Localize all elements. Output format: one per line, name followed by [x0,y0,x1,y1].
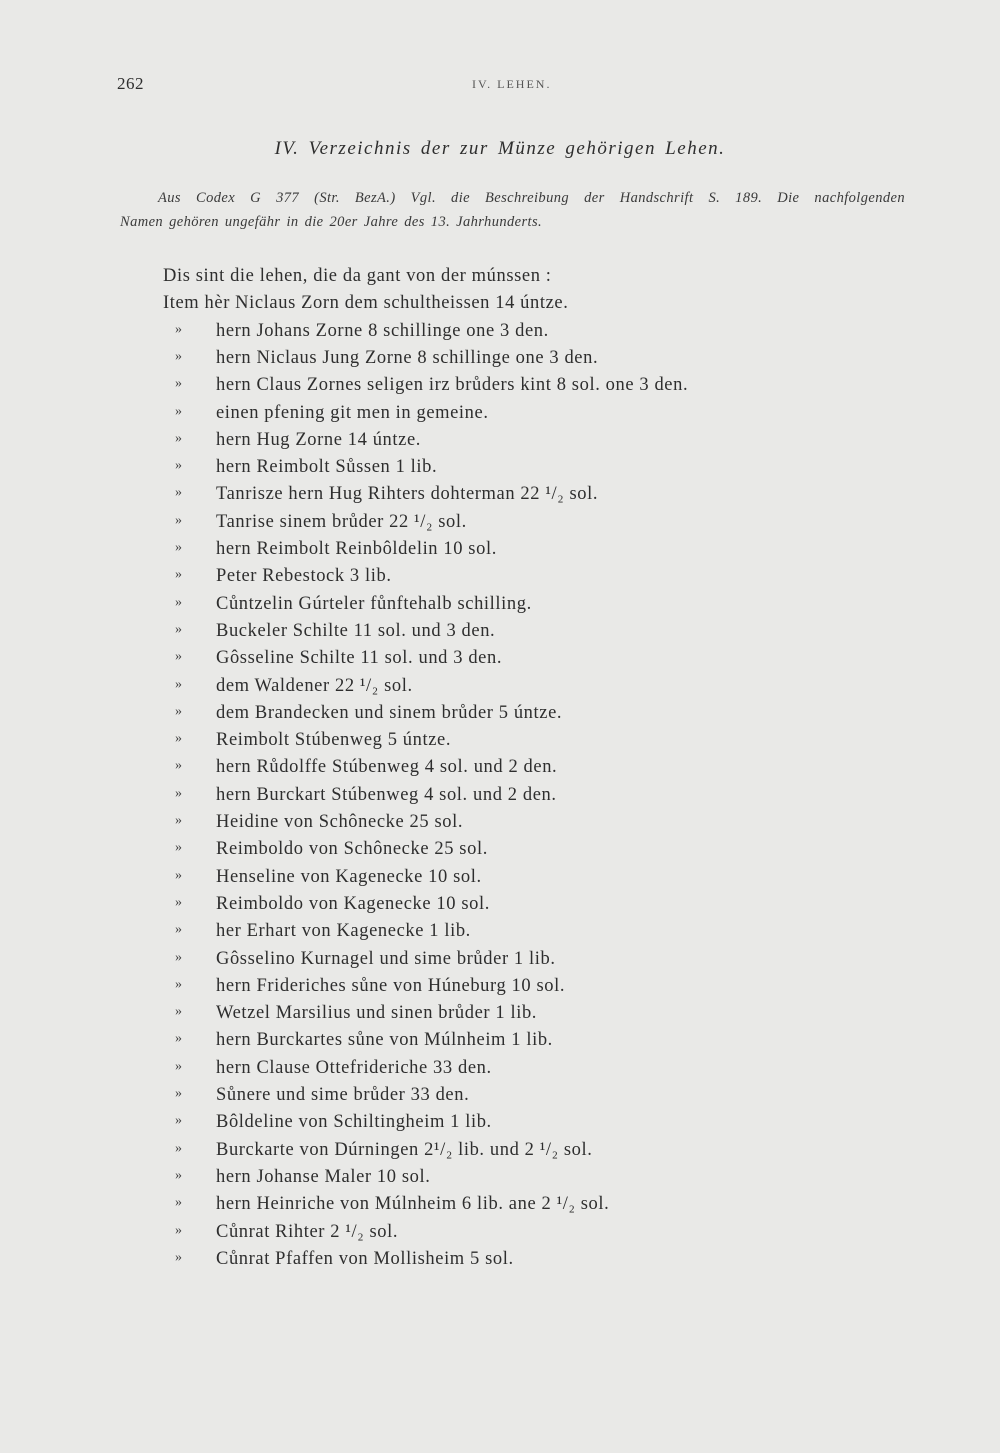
ditto-mark: » [175,676,183,692]
entry-text: hern Clause Ottefrideriche 33 den. [216,1057,492,1078]
entry-text: Bôldeline von Schiltingheim 1 lib. [216,1112,492,1133]
entry-text: Heidine von Schônecke 25 sol. [216,812,464,832]
entry-text: hern Burckart Stúbenweg 4 sol. und 2 den. [216,784,557,805]
ditto-mark: » [175,1058,183,1074]
ditto-mark: » [175,512,183,528]
ditto-mark: » [175,594,183,610]
ditto-mark: » [175,430,183,446]
ditto-mark: » [175,703,183,719]
ditto-mark: » [175,1004,183,1020]
entry-text: Reimboldo von Kagenecke 10 sol. [216,893,490,914]
ditto-mark: » [175,348,183,364]
entry-text: dem Waldener 22 ¹/₂ sol. [216,675,413,696]
entry-text: hern Claus Zornes seligen irz brůders kint 8 sol. one 3 den. [216,375,689,396]
entry-text: Tanrise sinem brůder 22 ¹/₂ sol. [216,511,467,532]
section-heading: IV. Verzeichnis der zur Münze gehörigen Lehen. [274,138,726,159]
ditto-mark: » [175,785,183,801]
entry-text: hern Heinriche von Múlnheim 6 lib. ane 2 ¹/₂ sol. [216,1194,610,1215]
ditto-mark: » [175,894,183,910]
ditto-mark: » [175,649,183,665]
ditto-mark: » [175,840,183,856]
entry-text: her Erhart von Kagenecke 1 lib. [216,921,471,942]
ditto-mark: » [175,813,183,828]
entry-text: hern Johans Zorne 8 schillinge one 3 den. [216,320,549,341]
entry-text: einen pfening git men in gemeine. [216,402,489,423]
entry-text: Gôsselino Kurnagel und sime brůder 1 lib. [216,948,556,969]
ditto-mark: » [175,485,183,501]
ditto-mark: » [175,1086,183,1101]
entry-text: hern Hug Zorne 14 úntze. [216,429,421,450]
entry-text: Reimbolt Stúbenweg 5 úntze. [216,730,452,751]
ditto-mark: » [175,1195,183,1211]
entry-text: hern Reimbolt Reinbôldelin 10 sol. [216,539,497,559]
ditto-mark: » [175,567,183,583]
entry-text: Peter Rebestock 3 lib. [216,566,392,587]
ditto-mark: » [175,540,183,555]
entry-text: hern Reimbolt Sůssen 1 lib. [216,457,438,478]
ditto-mark: » [175,867,183,883]
ditto-mark: » [175,731,183,747]
entry-text: Cůntzelin Gúrteler fůnftehalb schilling. [216,593,532,614]
entry-text: hern Frideriches sůne von Húneburg 10 sol. [216,975,566,996]
page-number: 262 [117,74,144,93]
ditto-mark: » [175,376,183,392]
entry-text: hern Růdolffe Stúbenweg 4 sol. und 2 den. [216,757,558,778]
ditto-mark: » [175,1167,183,1183]
entry-text: Sůnere und sime brůder 33 den. [216,1085,470,1105]
entry-text: Burckarte von Dúrningen 2¹/₂ lib. und 2 ¹/₂ sol. [216,1139,593,1160]
entry-text: Gôsseline Schilte 11 sol. und 3 den. [216,648,503,669]
entry-text: dem Brandecken und sinem brůder 5 úntze. [216,702,563,723]
entry-text: Cůnrat Rihter 2 ¹/₂ sol. [216,1221,399,1242]
running-title: IV. LEHEN. [472,77,552,91]
running-head [0,74,1000,96]
entry-text: hern Niclaus Jung Zorne 8 schillinge one 3 den. [216,347,599,368]
entry-text: Buckeler Schilte 11 sol. und 3 den. [216,620,496,641]
entry-text: Reimboldo von Schônecke 25 sol. [216,839,488,860]
entry-text: hern Burckartes sůne von Múlnheim 1 lib. [216,1030,553,1051]
ditto-mark: » [175,976,183,992]
ditto-mark: » [175,1140,183,1156]
ditto-mark: » [175,949,183,965]
ditto-mark: » [175,458,183,474]
intro-line: Namen gehören ungefähr in die 20er Jahre des 13. Jahrhunderts. [120,214,543,230]
ditto-mark: » [175,621,183,637]
intro-line: Aus Codex G 377 (Str. BezA.) Vgl. die Beschreibung der Handschrift S. 189. Die nachfolgenden [158,190,905,206]
intro-paragraph [120,186,905,234]
entry-text: Henseline von Kagenecke 10 sol. [216,866,482,887]
entry-text: Cůnrat Pfaffen von Mollisheim 5 sol. [216,1248,514,1269]
entry-text: Wetzel Marsilius und sinen brůder 1 lib. [216,1003,538,1024]
ditto-mark: » [175,1031,183,1047]
entry-text: Tanrisze hern Hug Rihters dohterman 22 ¹/₂ sol. [216,484,599,505]
ditto-mark: » [175,1222,183,1238]
entry-text: Item hèr Niclaus Zorn dem schultheissen 14 úntze. [163,293,569,314]
entry-text: Dis sint die lehen, die da gant von der múnssen : [163,266,552,286]
ditto-mark: » [175,403,183,419]
ditto-mark: » [175,1249,183,1265]
entry-text: hern Johanse Maler 10 sol. [216,1166,431,1187]
ditto-mark: » [175,758,183,774]
ditto-mark: » [175,321,183,337]
ditto-mark: » [175,1113,183,1129]
ditto-mark: » [175,922,183,938]
